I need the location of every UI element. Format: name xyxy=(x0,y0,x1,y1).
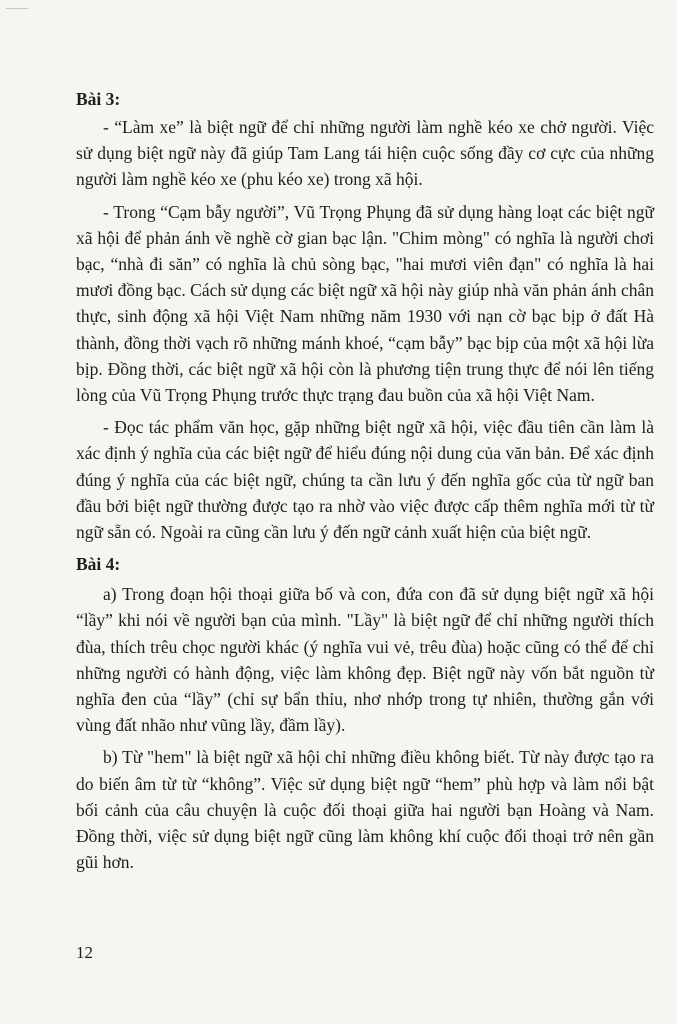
bai3-paragraph-2: - Trong “Cạm bẫy người”, Vũ Trọng Phụng đã sử dụng hàng loạt các biệt ngữ xã hội để phản ánh về nghề cờ gian bạc lận. "Chim mòng" có nghĩa là người chơi bạc, “nhà đi săn” có nghĩa là chủ sòng bạc, "hai mươi viên đạn" có nghĩa là hai mươi đồng bạc. Cách sử dụng các biệt ngữ xã hội này giúp nhà văn phản ánh chân thực, sinh động xã hội Việt Nam những năm 1930 với nạn cờ bạc bịp ở đất Hà thành, đồng thời vạch rõ những mánh khoé, “cạm bẫy” bạc bịp của một xã hội lừa bịp. Đồng thời, các biệt ngữ xã hội còn là phương tiện trung thực để nói lên tiếng lòng của Vũ Trọng Phụng trước thực trạng đau buồn của xã hội Việt Nam. xyxy=(76,201,654,406)
heading-bai-4: Bài 4: xyxy=(76,554,121,575)
bai4-paragraph-a: a) Trong đoạn hội thoại giữa bố và con, đứa con đã sử dụng biệt ngữ xã hội “lầy” khi nói về người bạn của mình. "Lầy" là biệt ngữ để chỉ những người thích đùa, thích trêu chọc người khác (ý nghĩa vui vẻ, trêu đùa) hoặc cũng có thể để chỉ những người có hành động, việc làm không đẹp. Biệt ngữ này vốn bắt nguồn từ nghĩa đen của “lầy” (chỉ sự bẩn thỉu, nhơ nhớp trong tự nhiên, thường gắn với vùng đất nhão như vũng lầy, đầm lầy). xyxy=(76,584,654,736)
heading-bai-3: Bài 3: xyxy=(76,89,121,109)
bai3-paragraph-1: - “Làm xe” là biệt ngữ để chỉ những người làm nghề kéo xe chở người. Việc sử dụng biệt ngữ này đã giúp Tam Lang tái hiện cuộc sống đầy cơ cực của những người làm nghề kéo xe (phu kéo xe) trong xã hội. xyxy=(76,117,654,190)
bai3-paragraph-3: - Đọc tác phẩm văn học, gặp những biệt ngữ xã hội, việc đầu tiên cần làm là xác định ý nghĩa của các biệt ngữ để hiểu đúng nội dung của văn bản. Để xác định đúng ý nghĩa của các biệt ngữ, chúng ta cần lưu ý đến nghĩa gốc của từ ngữ ban đầu bởi biệt ngữ thường được tạo ra nhờ vào việc được cấp thêm nghĩa mới từ từ ngữ sẵn có. Ngoài ra cũng cần lưu ý đến ngữ cảnh xuất hiện của biệt ngữ. xyxy=(76,417,654,543)
scan-artifact xyxy=(6,8,28,9)
bai4-paragraph-b: b) Từ "hem" là biệt ngữ xã hội chỉ những điều không biết. Từ này được tạo ra do biến âm từ từ “không”. Việc sử dụng biệt ngữ “hem” phù hợp và làm nổi bật bối cảnh của câu chuyện là cuộc đối thoại giữa hai người bạn Hoàng và Nam. Đồng thời, việc sử dụng biệt ngữ cũng làm không khí cuộc đối thoại trở nên gần gũi hơn. xyxy=(76,747,654,873)
page-number: 12 xyxy=(76,943,93,962)
page-body xyxy=(76,86,654,881)
